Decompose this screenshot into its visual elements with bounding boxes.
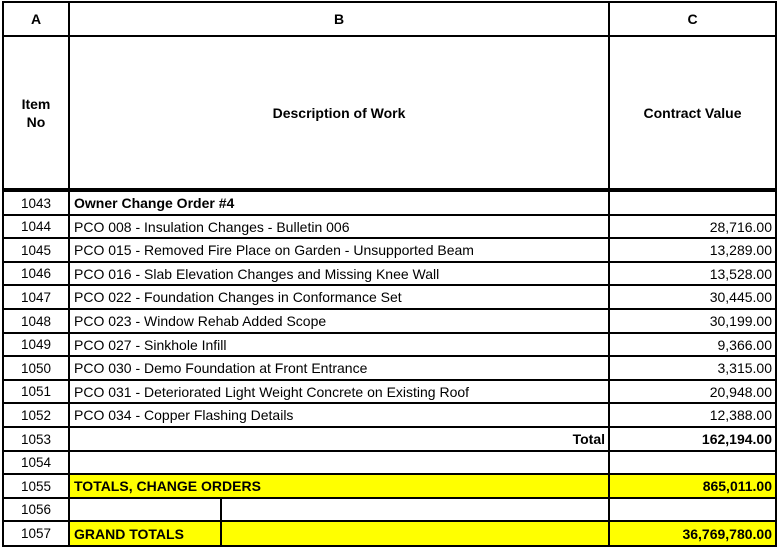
- item-no: 1049: [4, 334, 68, 355]
- schedule-of-values-table: [2, 1, 777, 547]
- col-c-letter: C: [610, 3, 775, 35]
- item-no: 1045: [4, 239, 68, 261]
- description: PCO 008 - Insulation Changes - Bulletin 006: [70, 216, 608, 237]
- item-no: 1048: [4, 310, 68, 332]
- col-a-letter: A: [4, 3, 68, 35]
- description: Owner Change Order #4: [70, 192, 608, 214]
- contract-value: 30,199.00: [610, 310, 775, 332]
- contract-value: [610, 499, 775, 520]
- item-no: 1054: [4, 452, 68, 473]
- col-c-title: Contract Value: [610, 37, 775, 188]
- contract-value: 162,194.00: [610, 428, 775, 450]
- total-label: Total: [70, 428, 608, 450]
- description: PCO 031 - Deteriorated Light Weight Concrete on Existing Roof: [70, 381, 608, 402]
- description: PCO 030 - Demo Foundation at Front Entrance: [70, 357, 608, 379]
- description: TOTALS, CHANGE ORDERS: [70, 475, 608, 497]
- item-no: 1043: [4, 192, 68, 214]
- item-no: 1046: [4, 263, 68, 284]
- item-no: 1051: [4, 381, 68, 402]
- description: PCO 023 - Window Rehab Added Scope: [70, 310, 608, 332]
- contract-value: 13,289.00: [610, 239, 775, 261]
- item-no: 1053: [4, 428, 68, 450]
- cell-divider: [220, 522, 222, 545]
- contract-value: 865,011.00: [610, 475, 775, 497]
- contract-value: 36,769,780.00: [610, 522, 775, 545]
- item-no: 1050: [4, 357, 68, 379]
- col-a-title: Item No: [4, 37, 68, 188]
- item-no: 1047: [4, 286, 68, 308]
- contract-value: 13,528.00: [610, 263, 775, 284]
- item-no: 1057: [4, 522, 68, 545]
- contract-value: 3,315.00: [610, 357, 775, 379]
- description: PCO 022 - Foundation Changes in Conformance Set: [70, 286, 608, 308]
- description: PCO 016 - Slab Elevation Changes and Missing Knee Wall: [70, 263, 608, 284]
- item-no: 1055: [4, 475, 68, 497]
- description: PCO 034 - Copper Flashing Details: [70, 404, 608, 426]
- col-b-title: Description of Work: [70, 37, 608, 188]
- contract-value: 28,716.00: [610, 216, 775, 237]
- description: GRAND TOTALS: [70, 522, 608, 545]
- description: PCO 027 - Sinkhole Infill: [70, 334, 608, 355]
- description: [70, 499, 608, 520]
- description: [70, 452, 608, 473]
- item-no: 1056: [4, 499, 68, 520]
- item-no: 1052: [4, 404, 68, 426]
- contract-value: 20,948.00: [610, 381, 775, 402]
- col-b-letter: B: [70, 3, 608, 35]
- description: PCO 015 - Removed Fire Place on Garden - Unsupported Beam: [70, 239, 608, 261]
- contract-value: 30,445.00: [610, 286, 775, 308]
- contract-value: 9,366.00: [610, 334, 775, 355]
- cell-divider: [220, 499, 222, 520]
- contract-value: [610, 192, 775, 214]
- item-no: 1044: [4, 216, 68, 237]
- contract-value: 12,388.00: [610, 404, 775, 426]
- contract-value: [610, 452, 775, 473]
